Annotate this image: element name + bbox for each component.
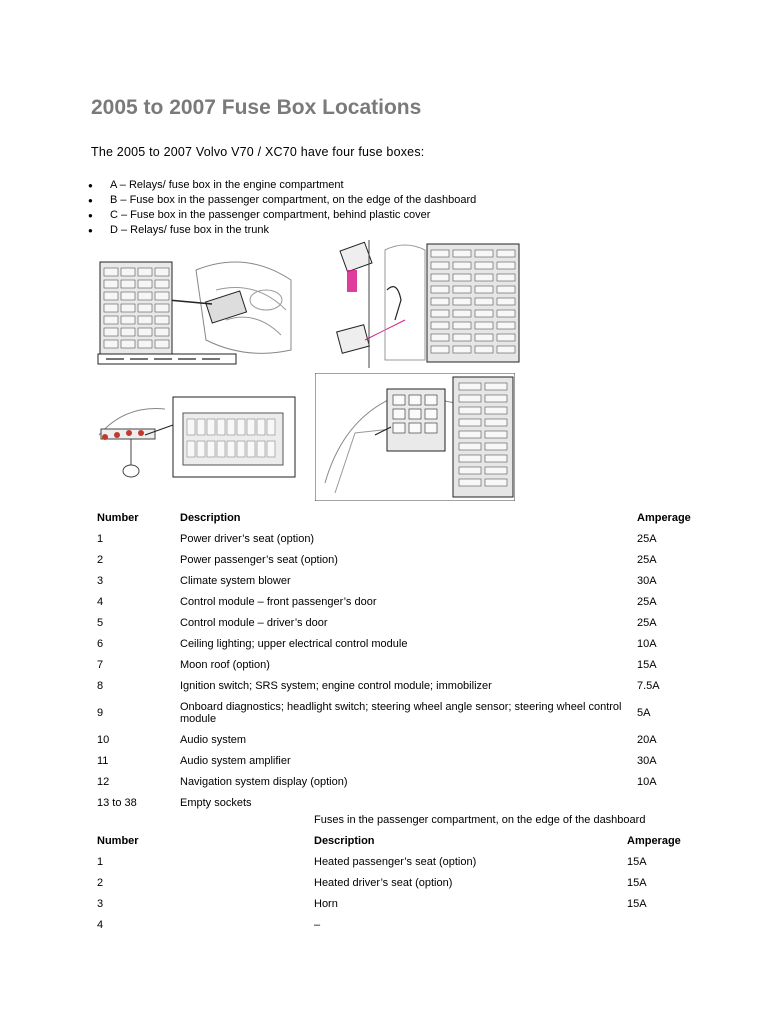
fuse-box-list bbox=[88, 178, 476, 238]
fuse-description: Power passenger’s seat (option) bbox=[180, 553, 338, 566]
fuse-amperage: 10A bbox=[637, 637, 657, 650]
fuse-number: 3 bbox=[97, 897, 104, 910]
column-header-amperage: Amperage bbox=[627, 834, 681, 847]
table-row bbox=[97, 675, 697, 696]
fuse-description: Heated driver’s seat (option) bbox=[314, 876, 453, 889]
fuse-description: Empty sockets bbox=[180, 796, 252, 809]
fuse-amperage: 25A bbox=[637, 616, 657, 629]
fuse-description: Onboard diagnostics; headlight switch; steering wheel angle sensor; steering wheel control module bbox=[180, 700, 622, 725]
fuse-amperage bbox=[637, 792, 697, 813]
fuse-description: Power driver’s seat (option) bbox=[180, 532, 315, 545]
table-row bbox=[97, 612, 697, 633]
table-row bbox=[97, 654, 697, 675]
table-row bbox=[97, 851, 697, 872]
fuse-amperage: 7.5A bbox=[637, 679, 660, 692]
fuse-number: 7 bbox=[97, 658, 104, 671]
fuse-description: Control module – driver’s door bbox=[180, 616, 328, 629]
fuse-number: 2 bbox=[97, 876, 104, 889]
column-header-amperage: Amperage bbox=[637, 511, 691, 524]
fuse-description: Horn bbox=[314, 897, 338, 910]
fuse-number: 4 bbox=[97, 918, 104, 931]
fuse-amperage: 10A bbox=[637, 775, 657, 788]
fuse-amperage: 15A bbox=[627, 876, 647, 889]
fuse-number: 8 bbox=[97, 679, 104, 692]
fuse-amperage: 30A bbox=[637, 574, 657, 587]
fuse-number: 5 bbox=[97, 616, 104, 629]
column-header-description: Description bbox=[314, 834, 375, 847]
fuse-number: 1 bbox=[97, 855, 104, 868]
table-row bbox=[97, 914, 697, 935]
list-item: ● D – Relays/ fuse box in the trunk bbox=[88, 223, 476, 238]
fuse-number: 1 bbox=[97, 532, 104, 545]
list-item: ● A – Relays/ fuse box in the engine compartment bbox=[88, 178, 476, 193]
fuse-number: 3 bbox=[97, 574, 104, 587]
fuse-amperage: 15A bbox=[637, 658, 657, 671]
fuse-description: Control module – front passenger’s door bbox=[180, 595, 377, 608]
fuse-number: 6 bbox=[97, 637, 104, 650]
fuse-description: – bbox=[314, 918, 321, 931]
column-header-number: Number bbox=[97, 834, 139, 847]
engine-fuse-box-figure bbox=[96, 240, 296, 368]
fuse-amperage: 15A bbox=[627, 855, 647, 868]
fuse-table-1 bbox=[97, 507, 697, 813]
table-2-caption: Fuses in the passenger compartment, on the edge of the dashboard bbox=[314, 814, 646, 826]
list-item: ● C – Fuse box in the passenger compartment, behind plastic cover bbox=[88, 208, 476, 223]
table-row bbox=[97, 771, 697, 792]
fuse-description: Ceiling lighting; upper electrical control module bbox=[180, 637, 408, 650]
fuse-description: Navigation system display (option) bbox=[180, 775, 348, 788]
fuse-amperage: 25A bbox=[637, 532, 657, 545]
fuse-description: Audio system bbox=[180, 733, 247, 746]
table-row bbox=[97, 893, 697, 914]
fuse-number: 11 bbox=[97, 754, 109, 767]
fuse-amperage: 25A bbox=[637, 595, 657, 608]
fuse-number: 10 bbox=[97, 733, 110, 746]
fuse-amperage: 5A bbox=[637, 706, 651, 719]
table-row bbox=[97, 528, 697, 549]
fuse-amperage: 30A bbox=[637, 754, 657, 767]
fuse-amperage: 15A bbox=[627, 897, 647, 910]
column-header-description: Description bbox=[180, 511, 241, 524]
fuse-number: 4 bbox=[97, 595, 104, 608]
fuse-number: 2 bbox=[97, 553, 104, 566]
column-header-number: Number bbox=[97, 511, 139, 524]
fuse-number: 13 to 38 bbox=[97, 796, 137, 809]
fuse-amperage: 20A bbox=[637, 733, 657, 746]
cover-fuse-box-figure bbox=[95, 395, 297, 481]
fuse-description: Audio system amplifier bbox=[180, 754, 291, 767]
table-row bbox=[97, 633, 697, 654]
fuse-description: Heated passenger’s seat (option) bbox=[314, 855, 477, 868]
fuse-description: Climate system blower bbox=[180, 574, 291, 587]
table-row bbox=[97, 591, 697, 612]
intro-text: The 2005 to 2007 Volvo V70 / XC70 have four fuse boxes: bbox=[91, 145, 425, 159]
list-item: ● B – Fuse box in the passenger compartment, on the edge of the dashboard bbox=[88, 193, 476, 208]
fuse-table-2 bbox=[97, 830, 697, 935]
table-row bbox=[97, 750, 697, 771]
table-row bbox=[97, 549, 697, 570]
fuse-number: 9 bbox=[97, 706, 104, 719]
trunk-fuse-box-figure bbox=[315, 373, 515, 501]
table-row bbox=[97, 729, 697, 750]
fuse-amperage bbox=[627, 914, 697, 935]
table-row bbox=[97, 792, 697, 813]
page-title: 2005 to 2007 Fuse Box Locations bbox=[91, 96, 422, 119]
fuse-amperage: 25A bbox=[637, 553, 657, 566]
table-row bbox=[97, 696, 697, 729]
fuse-description: Ignition switch; SRS system; engine control module; immobilizer bbox=[180, 679, 492, 692]
dashboard-fuse-box-figure bbox=[325, 240, 521, 368]
table-row bbox=[97, 872, 697, 893]
table-row bbox=[97, 570, 697, 591]
fuse-description: Moon roof (option) bbox=[180, 658, 270, 671]
fuse-number: 12 bbox=[97, 775, 110, 788]
